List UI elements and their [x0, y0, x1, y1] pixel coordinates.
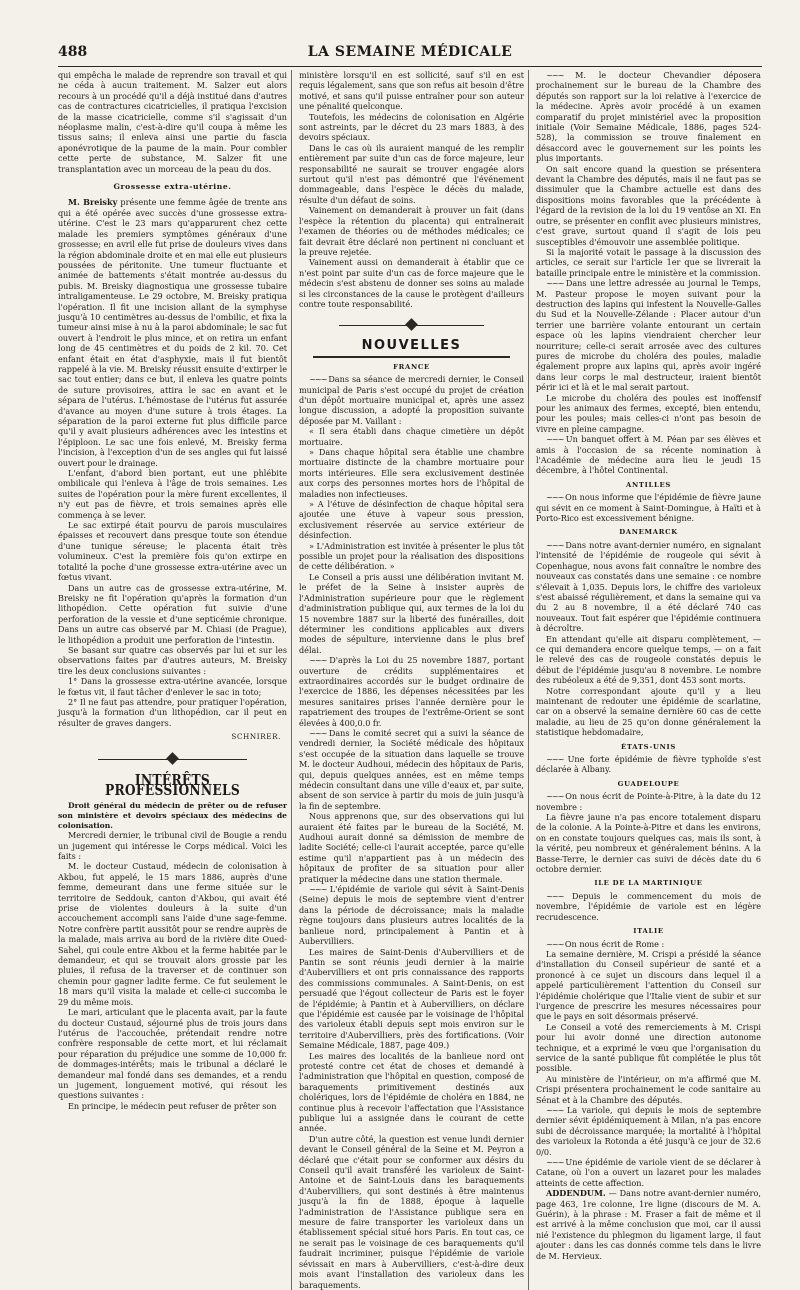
running-header: [58, 42, 762, 67]
paragraph-text: On nous écrit de Pointe-à-Pitre, à la date du 12 novembre :: [536, 791, 761, 812]
paragraph: En principe, le médecin peut refuser de prêter son: [68, 1100, 277, 1111]
subheading: Grossesse extra-utérine.: [113, 182, 232, 192]
item-mark-icon: ~~~: [546, 434, 566, 445]
paragraph-text: Dans notre avant-dernier numéro, en signalant l'intensité de l'épidémie de rougeole qui sévit à Copenhague, nous avons fait connaître le nombre des nouveaux cas constatés dans une semaine : ce nombre s'élevait à 1,035. Depuis lors, le chiffre des varioleux s'est abaissé régulièrement, et dans la semaine qui va du 2 au 8 novembre, il a été déclaré 740 cas nouveaux. Tout fait espérer que l'épidémie continuera à décroître.: [536, 539, 761, 634]
paragraph: Notre correspondant ajoute qu'il y a lieu maintenant de redouter une épidémie de scarlatine, car on a observé la semaine dernière 60 cas de cette maladie, au lieu de 25 qu'on donne généralement la statistique hebdomadaire,: [536, 685, 761, 738]
paragraph: Vainement on demanderait à prouver un fait (dans l'espèce la rétention du placenta) qui entraînerait l'examen de théories ou de méthodes médicales; ce fait devrait être déclaré non pertinent ni concluant et la preuve rejetée.: [299, 205, 524, 257]
paragraph: Au ministère de l'intérieur, on m'a affirmé que M. Crispi présentera prochainement le code sanitaire au Sénat et à la Chambre des députés.: [536, 1073, 761, 1105]
country-heading: DANEMARCK: [619, 528, 678, 537]
paragraph: [536, 540, 761, 634]
paragraph: Le Conseil a voté des remerciements à M. Crispi pour lui avoir donné une direction autonome technique, et a exprimé le vœu que l'organisation du service de la santé publique fût complétée le plus tôt possible.: [536, 1021, 761, 1074]
author-name: M. Breisky: [68, 197, 118, 208]
paragraph-text: Dans le comité secret qui a suivi la séance de vendredi dernier, la Société médicale des hôpitaux s'est occupée de la situation dans laquelle se trouve M. le docteur Audhoui, médecin des hôpitaux de Paris, qui, depuis quelques années, est en même temps médecin consultant dans une ville d'eaux et, par suite, absent de son service à partir du mois de juin jusqu'à la fin de septembre.: [299, 727, 524, 811]
paragraph: Le microbe du choléra des poules est inoffensif pour les animaux des fermes, excepté, bien entendu, pour les poules; mais celles-ci n'ont pas besoin de vivre en pleine campagne.: [536, 392, 761, 434]
item-mark-icon: ~~~: [546, 539, 566, 550]
paragraph-text: On nous écrit de Rome :: [564, 938, 665, 949]
paragraph: Le Conseil a pris aussi une délibération invitant M. le préfet de la Seine à insister auprès de l'Administration supérieure pour que le règlement d'administration publique qui, aux termes de la loi du 15 novembre 1887 sur la liberté des funérailles, doit déterminer les conditions applicables aux divers modes de sépulture, intervienne dans le plus bref délai.: [299, 571, 524, 655]
paragraph: [536, 70, 761, 164]
paragraph: [299, 884, 524, 946]
paragraph: On sait encore quand la question se présentera devant la Chambre des députés, mais il ne faut pas se dissimuler que la Chambre actuelle est dans des dispositions moins favorables que la précédente à l'égard de la revision de la loi du 19 ventôse an XI. En outre, se présenter en conflit avec plusieurs ministres, c'est grave, surtout quand il s'agit de lois peu susceptibles d'émouvoir une assemblée politique.: [536, 163, 761, 247]
paragraph-text: La variole, qui depuis le mois de septembre dernier sévit épidémiquement à Milan, n'a pas encore subi de décroissance marquée; la mortalité à l'hôpital des varioleux la Rotonda a été jusqu'à ce jour de 32.6 0/0.: [536, 1105, 761, 1157]
paragraph-text: M. le docteur Chevandier déposera prochainement sur le bureau de la Chambre des députés son rapport sur la loi relative à l'exercice de la médecine. Après avoir procédé à un examen comparatif du projet ministériel avec la proposition initiale (Voir Semaine Médicale, 1886, pages 524-528), la commission se trouve finalement en désaccord avec le gouvernement sur les points les plus importants.: [536, 70, 761, 164]
diamond-ornament-icon: [166, 752, 179, 765]
item-mark-icon: ~~~: [546, 1105, 568, 1115]
paragraph: Les maires de Saint-Denis d'Aubervilliers et de Pantin se sont réunis jeudi dernier à la mairie d'Aubervilliers et ont pris connaissance des rapports des commissions communales. A Saint-Denis, on est persuadé que l'égout collecteur de Paris est le foyer de l'épidémie; à Pantin et à Aubervilliers, on déclare que l'épidémie est causée par le voisinage de l'hôpital des varioleux établi depuis sept mois environ sur le territoire d'Aubervilliers, près des fortifications. (Voir Semaine Médicale, 1887, page 409.): [299, 946, 524, 1051]
paragraph: Les maires des localités de la banlieue nord ont protesté contre cet état de choses et demandé à l'administration que l'hôpital en question, composé de baraquements primitivement destinés aux cholériques, lors de l'épidémie de choléra en 1884, ne continue plus à recevoir l'affectation que l'Assistance publique lui a assignée dans le courant de cette année.: [299, 1050, 524, 1134]
item-mark-icon: ~~~: [546, 754, 568, 764]
paragraph: » Dans chaque hôpital sera établie une chambre mortuaire distincte de la chambre mortuaire pour morts intérieures. Elle sera exclusivement destinée aux corps des personnes mortes hors de l'hôpital de maladies non infectieuses.: [299, 447, 524, 499]
item-mark-icon: ~~~: [546, 791, 566, 802]
paragraph: Dans un autre cas de grossesse extra-utérine, M. Breisky ne fit l'opération qu'après la formation d'un lithopédion. Cette opération fut suivie d'une perforation de la vessie et d'une septicémie chronique. Dans un autre cas observé par M. Chiasi (de Prague), le lithopédion a produit une perforation de l'intestin.: [58, 582, 287, 645]
item-mark-icon: ~~~: [546, 1157, 566, 1168]
paragraph-text: Une épidémie de variole vient de se déclarer à Catane, où l'on a ouvert un lazaret pour les malades atteints de cette affection.: [536, 1157, 762, 1188]
country-heading: ÉTATS-UNIS: [620, 742, 677, 751]
paragraph: [536, 939, 761, 949]
paragraph: ministère lorsqu'il en est sollicité, sauf s'il en est requis légalement, sans que son refus ait besoin d'être motivé, et sans qu'il puisse entraîner pour son auteur une pénalité quelconque.: [299, 70, 525, 112]
paragraph: [536, 1188, 761, 1261]
paragraph: Vainement aussi on demanderait à établir que ce n'est point par suite d'un cas de force majeure que le médecin s'est abstenu de donner ses soins au malade si les circonstances de la cause le protègent d'ailleurs contre toute responsabilité.: [299, 257, 524, 309]
page-number: 488: [58, 44, 88, 60]
paragraph: [536, 754, 761, 775]
paragraph: Nous apprenons que, sur des observations qui lui auraient été faites par le bureau de la Société, M. Audhoui aurait donné sa démission de membre de ladite Société; celle-ci l'aurait acceptée, parce qu'elle estime qu'il n'appartient pas à un médecin des hôpitaux de profiter de sa situation pour aller pratiquer la médecine dans une station thermale.: [299, 811, 524, 884]
paragraph: Si la majorité votait le passage à la discussion des articles, ce serait sur l'article 1er que se livrerait la bataille principale entre le ministère et la commission.: [536, 246, 761, 278]
paragraph: » L'Administration est invitée à présenter le plus tôt possible un projet pour la réalisation des dispositions de cette délibération. »: [299, 540, 524, 572]
item-mark-icon: ~~~: [309, 374, 329, 385]
paragraph: » A l'étuve de désinfection de chaque hôpital sera ajoutée une étuve à vapeur sous pression, exclusivement réservée au service extérieur de désinfection.: [299, 499, 524, 541]
paragraph-text: Un banquet offert à M. Péan par ses élèves et amis à l'occasion de sa récente nomination à l'Académie de médecine aura lieu le jeudi 15 décembre, à l'hôtel Continental.: [536, 434, 761, 476]
paragraph: En attendant qu'elle ait disparu complètement, — ce qui demandera encore quelque temps, — on a fait le relevé des cas de rougeole constatés depuis le début de l'épidémie jusqu'au 8 novembre. Le nombre des rubéoleux a été de 9,351, dont 453 sont morts.: [536, 633, 761, 686]
paragraph-text: Dans sa séance de mercredi dernier, le Conseil municipal de Paris s'est occupé du projet de création d'un dépôt mortuaire municipal et, après une assez longue discussion, a adopté la proposition suivante déposée par M. Vaillant :: [299, 374, 524, 426]
paragraph: La fièvre jaune n'a pas encore totalement disparu de la colonie. A la Pointe-à-Pitre et dans les environs, on en constate toujours quelques cas, mais ils sont, à la vérité, peu nombreux et généralement bénins. A la Basse-Terre, le dernier cas suivi de décès date du 6 octobre dernier.: [536, 812, 761, 875]
paragraph-text: Dans une lettre adressée au journal le Temps, M. Pasteur propose le moyen suivant pour la destruction des lapins qui infestent la Nouvelle-Galles du Sud et la Nouvelle-Zélande : Placer autour d'un terrier une barrière volante entourant un certain espace où les lapins viendraient chercher leur nourriture; celle-ci serait arrosée avec des cultures pures de microbe du choléra des poules, maladie également propre aux lapins qui, après avoir ingéré dans leur corps le mal destructeur, iraient bientôt périr ici et là et le mal serait partout.: [536, 278, 762, 393]
item-mark-icon: ~~~: [309, 884, 330, 895]
item-mark-icon: ~~~: [546, 492, 566, 503]
country-heading: ILE DE LA MARTINIQUE: [594, 879, 703, 888]
item-mark-icon: ~~~: [309, 655, 330, 666]
paragraph-text: présente une femme âgée de trente ans qui a été opérée avec succès d'une grossesse extra-utérine. C'est le 23 mars qu'apparurent chez cette malade les premiers symptômes généraux d'une grossesse; en avril elle fut prise de douleurs vives dans la région abdominale droite et en mai elle eut plusieurs poussées de péritonite. Une tumeur fluctuante et animée de battements s'était montrée au-dessus du pubis. M. Breisky diagnostiqua une grossesse tubaire intraligamenteuse. Le 29 octobre, M. Breisky pratiqua l'opération. Il fit une incision allant de la symphyse jusqu'à 10 centimètres au-dessus de l'ombilic, et fixa la tumeur ainsi mise à nu à la paroi abdominale; le sac fut ouvert à l'endroit le plus mince, et on retira un enfant long de 45 centimètres et du poids de 2 kil. 70. Cet enfant était en état d'asphyxie, mais il fut bientôt rappelé à la vie. M. Breisky réussit ensuite d'extirper le sac tout entier; dans ce but, il enleva les quatre points de suture provisoires, attira le sac en avant et le sépara de l'utérus. L'hémostase de l'utérus fut assurée d'avance au moyen d'une suture à trois étages. La séparation de la paroi externe fut plus difficile parce qu'il y avait plusieurs adhérences avec les intestins et l'épiploon. Le sac une fois enlevé, M. Breisky ferma l'incision, à l'exception d'un de ses angles qui fut laissé ouvert pour le drainage.: [58, 197, 288, 468]
paragraph: [58, 197, 287, 468]
paragraph: [536, 278, 761, 392]
country-heading: ITALIE: [633, 927, 664, 936]
text-columns: [58, 70, 762, 1290]
country-heading: FRANCE: [393, 362, 430, 371]
paragraph: [536, 891, 761, 922]
paragraph: Toutefois, les médecins de colonisation en Algérie sont astreints, par le décret du 23 mars 1883, à des devoirs spéciaux.: [299, 111, 524, 143]
column-2: [295, 70, 524, 1290]
paragraph: Dans le cas où ils auraient manqué de les remplir entièrement par suite d'un cas de force majeure, leur responsabilité ne saurait se trouver engagée alors surtout qu'il n'est pas démontré que l'événement dommageable, dans l'espèce le décès du malade, résulte d'un défaut de soins.: [299, 142, 524, 205]
addendum-label: ADDENDUM.: [546, 1188, 606, 1199]
diamond-ornament-icon: [405, 318, 418, 331]
item-mark-icon: ~~~: [546, 70, 576, 80]
paragraph-text: — Dans notre avant-dernier numéro, page 463, 1re colonne, 1re ligne (discours de M. A. Guérin), à la phrase : M. Fraser a fait de même et il est arrivé à la même conclusion que moi, car il aussi nié l'existence du phlegmon du ligament large, il faut ajouter : dans les cas donnés comme tels dans le livre de M. Hervieux.: [536, 1188, 762, 1261]
item-mark-icon: ~~~: [309, 727, 329, 738]
paragraph-text: Une forte épidémie de fièvre typhoïde s'est déclarée à Albany.: [536, 754, 761, 775]
column-3: [532, 70, 761, 1290]
paragraph: [299, 374, 524, 426]
section-title: NOUVELLES: [361, 338, 462, 354]
section-title: INTÉRÊTS PROFESSIONNELS: [104, 770, 241, 799]
section-divider: [58, 751, 287, 769]
country-heading: ANTILLES: [626, 480, 671, 489]
paragraph: « Il sera établi dans chaque cimetière un dépôt mortuaire.: [299, 426, 524, 447]
paragraph: [536, 1157, 761, 1188]
paragraph: [299, 655, 524, 728]
paragraph: [536, 434, 761, 476]
paragraph: 2° Il ne faut pas attendre, pour pratiquer l'opération, jusqu'à la formation d'un lithopédion, car il peut en résulter de graves dangers.: [58, 696, 287, 728]
paragraph-text: D'après la Loi du 25 novembre 1887, portant ouverture de crédits supplémentaires et extraordinaires accordés sur le budget ordinaire de l'exercice de 1886, les dépenses nécessitées par les mesures sanitaires prises l'année dernière pour le rapatriement des troupes de l'extrême-Orient se sont élevées à 400,0.0 fr.: [299, 655, 524, 728]
paragraph-text: Depuis le commencement du mois de novembre, l'épidémie de variole est en légère recrudescence.: [536, 890, 761, 922]
paragraph-text: L'épidémie de variole qui sévit à Saint-Denis (Seine) depuis le mois de septembre vient d'entrer dans la période de décroissance; mais la maladie règne toujours dans plusieurs autres localités de la banlieue nord, principalement à Pantin et à Aubervilliers.: [299, 884, 524, 947]
country-heading: GUADELOUPE: [617, 779, 680, 788]
paragraph: qui empêcha le malade de reprendre son travail et qui ne céda à aucun traitement. M. Salzer eut alors recours à un procédé qu'il a déjà institué dans d'autres cas de contractures cicatricielles, il pratiqua l'excision de la masse cicatricielle, comme s'il s'agissait d'un néoplasme malin, c'est-à-dire qu'il coupa à même les tissus sains; il enleva ainsi une partie du fascia aponévrotique de la paume de la main. Pour combler cette perte de substance, M. Salzer fit une transplantation avec un morceau de la peau du dos.: [58, 70, 287, 174]
column-1: [58, 70, 287, 1290]
paragraph: D'un autre côté, la question est venue lundi dernier devant le Conseil général de la Seine et M. Peyron a déclaré que c'était pour se conformer aux désirs du Conseil qu'il avait transféré les varioleux de Saint-Antoine et de Saint-Louis dans les baraquements d'Aubervilliers, qui sont destinés à être maintenus jusqu'à la fin de 1888, époque à laquelle l'administration de l'Assistance publique sera en mesure de faire transporter les varioleux dans un établissement spécial situé hors Paris. En tout cas, ce ne serait pas le voisinage de ces baraquements qu'il faudrait incriminer, puisque l'épidémie de variole sévissait en mars à Aubervilliers, c'est-à-dire deux mois avant l'installation des varioleux dans les baraquements.: [299, 1133, 524, 1290]
paragraph: [536, 492, 761, 523]
item-mark-icon: ~~~: [546, 890, 573, 901]
paragraph: La semaine dernière, M. Crispi a présidé la séance d'installation du Conseil supérieur de santé et a prononcé à ce sujet un discours dans lequel il a appelé particulièrement l'attention du Conseil sur l'épidémie cholérique que l'Italie vient de subir et sur l'urgence de prescrire les mesures nécessaires pour que le pays en soit désormais préservé.: [536, 948, 761, 1022]
item-mark-icon: ~~~: [546, 278, 566, 289]
paragraph: [536, 791, 761, 812]
article-deck: Droit général du médecin de prêter ou de refuser son ministère et devoirs spéciaux des médecins de colonisation.: [58, 801, 287, 830]
paragraph: Le mari, articulant que le placenta avait, par la faute du docteur Custaud, séjourné plus de trois jours dans l'utérus de l'accouchée, prétendait rendre notre confrère responsable de cette mort, et lui réclamait pour réparation du préjudice une somme de 10,000 fr. de dommages-intérêts; mais le tribunal a déclaré le demandeur mal fondé dans ses demandes, et a rendu un jugement, longuement motivé, qui résout les questions suivantes :: [58, 1007, 287, 1101]
paragraph: [299, 728, 524, 811]
paragraph: Se basant sur quatre cas observés par lui et sur les observations faites par d'autres auteurs, M. Breisky tire les deux conclusions suivantes :: [58, 644, 287, 676]
title-rule: [313, 356, 510, 358]
paragraph: L'enfant, d'abord bien portant, eut une phlébite ombilicale qui l'enleva à l'âge de trois semaines. Les suites de l'opération pour la mère furent excellentes, il n'y eut pas de fièvre, et trois semaines après elle commença à se lever.: [58, 468, 287, 520]
paragraph: [536, 1105, 761, 1157]
journal-title: LA SEMAINE MÉDICALE: [307, 44, 513, 60]
paragraph: Le sac extirpé était pourvu de parois musculaires épaisses et recouvert dans presque toute son étendue d'une tunique séreuse; le placenta était très volumineux. C'est la première fois qu'on extirpe en totalité la poche d'une grossesse extra-utérine avec un fœtus vivant.: [58, 520, 287, 583]
paragraph: M. le docteur Custaud, médecin de colonisation à Akbou, fut appelé, le 15 mars 1886, auprès d'une femme, demeurant dans une ferme située sur le territoire de Seddouk, canton d'Akbou, qui avait été prise de violentes douleurs à la suite d'un accouchement accompli sans l'aide d'une sage-femme. Notre confrère partit aussitôt pour se rendre auprès de la malade, mais arriva au bord de la rivière dite Oued-Sahel, qui coule entre Akbou et la ferme habitée par le demandeur, et qui se trouvait alors grossie par les pluies, il refusa de la traverser et de continuer son chemin pour gagner ladite ferme. Ce fut seulement le 18 mars qu'il visita la malade et celle-ci succomba le 29 du même mois.: [58, 861, 287, 1007]
signature: SCHNIRER.: [231, 732, 281, 742]
paragraph-text: On nous informe que l'épidémie de fièvre jaune qui sévit en ce moment à Saint-Domingue, à Haïti et à Porto-Rico est excessivement bénigne.: [536, 492, 761, 524]
paragraph: 1° Dans la grossesse extra-utérine avancée, lorsque le fœtus vit, il faut tâcher d'enlever le sac in toto;: [58, 676, 287, 697]
paragraph: Mercredi dernier, le tribunal civil de Bougie a rendu un jugement qui intéresse le Corps médical. Voici les faits :: [58, 830, 287, 861]
section-divider: [299, 317, 524, 335]
item-mark-icon: ~~~: [546, 938, 565, 949]
